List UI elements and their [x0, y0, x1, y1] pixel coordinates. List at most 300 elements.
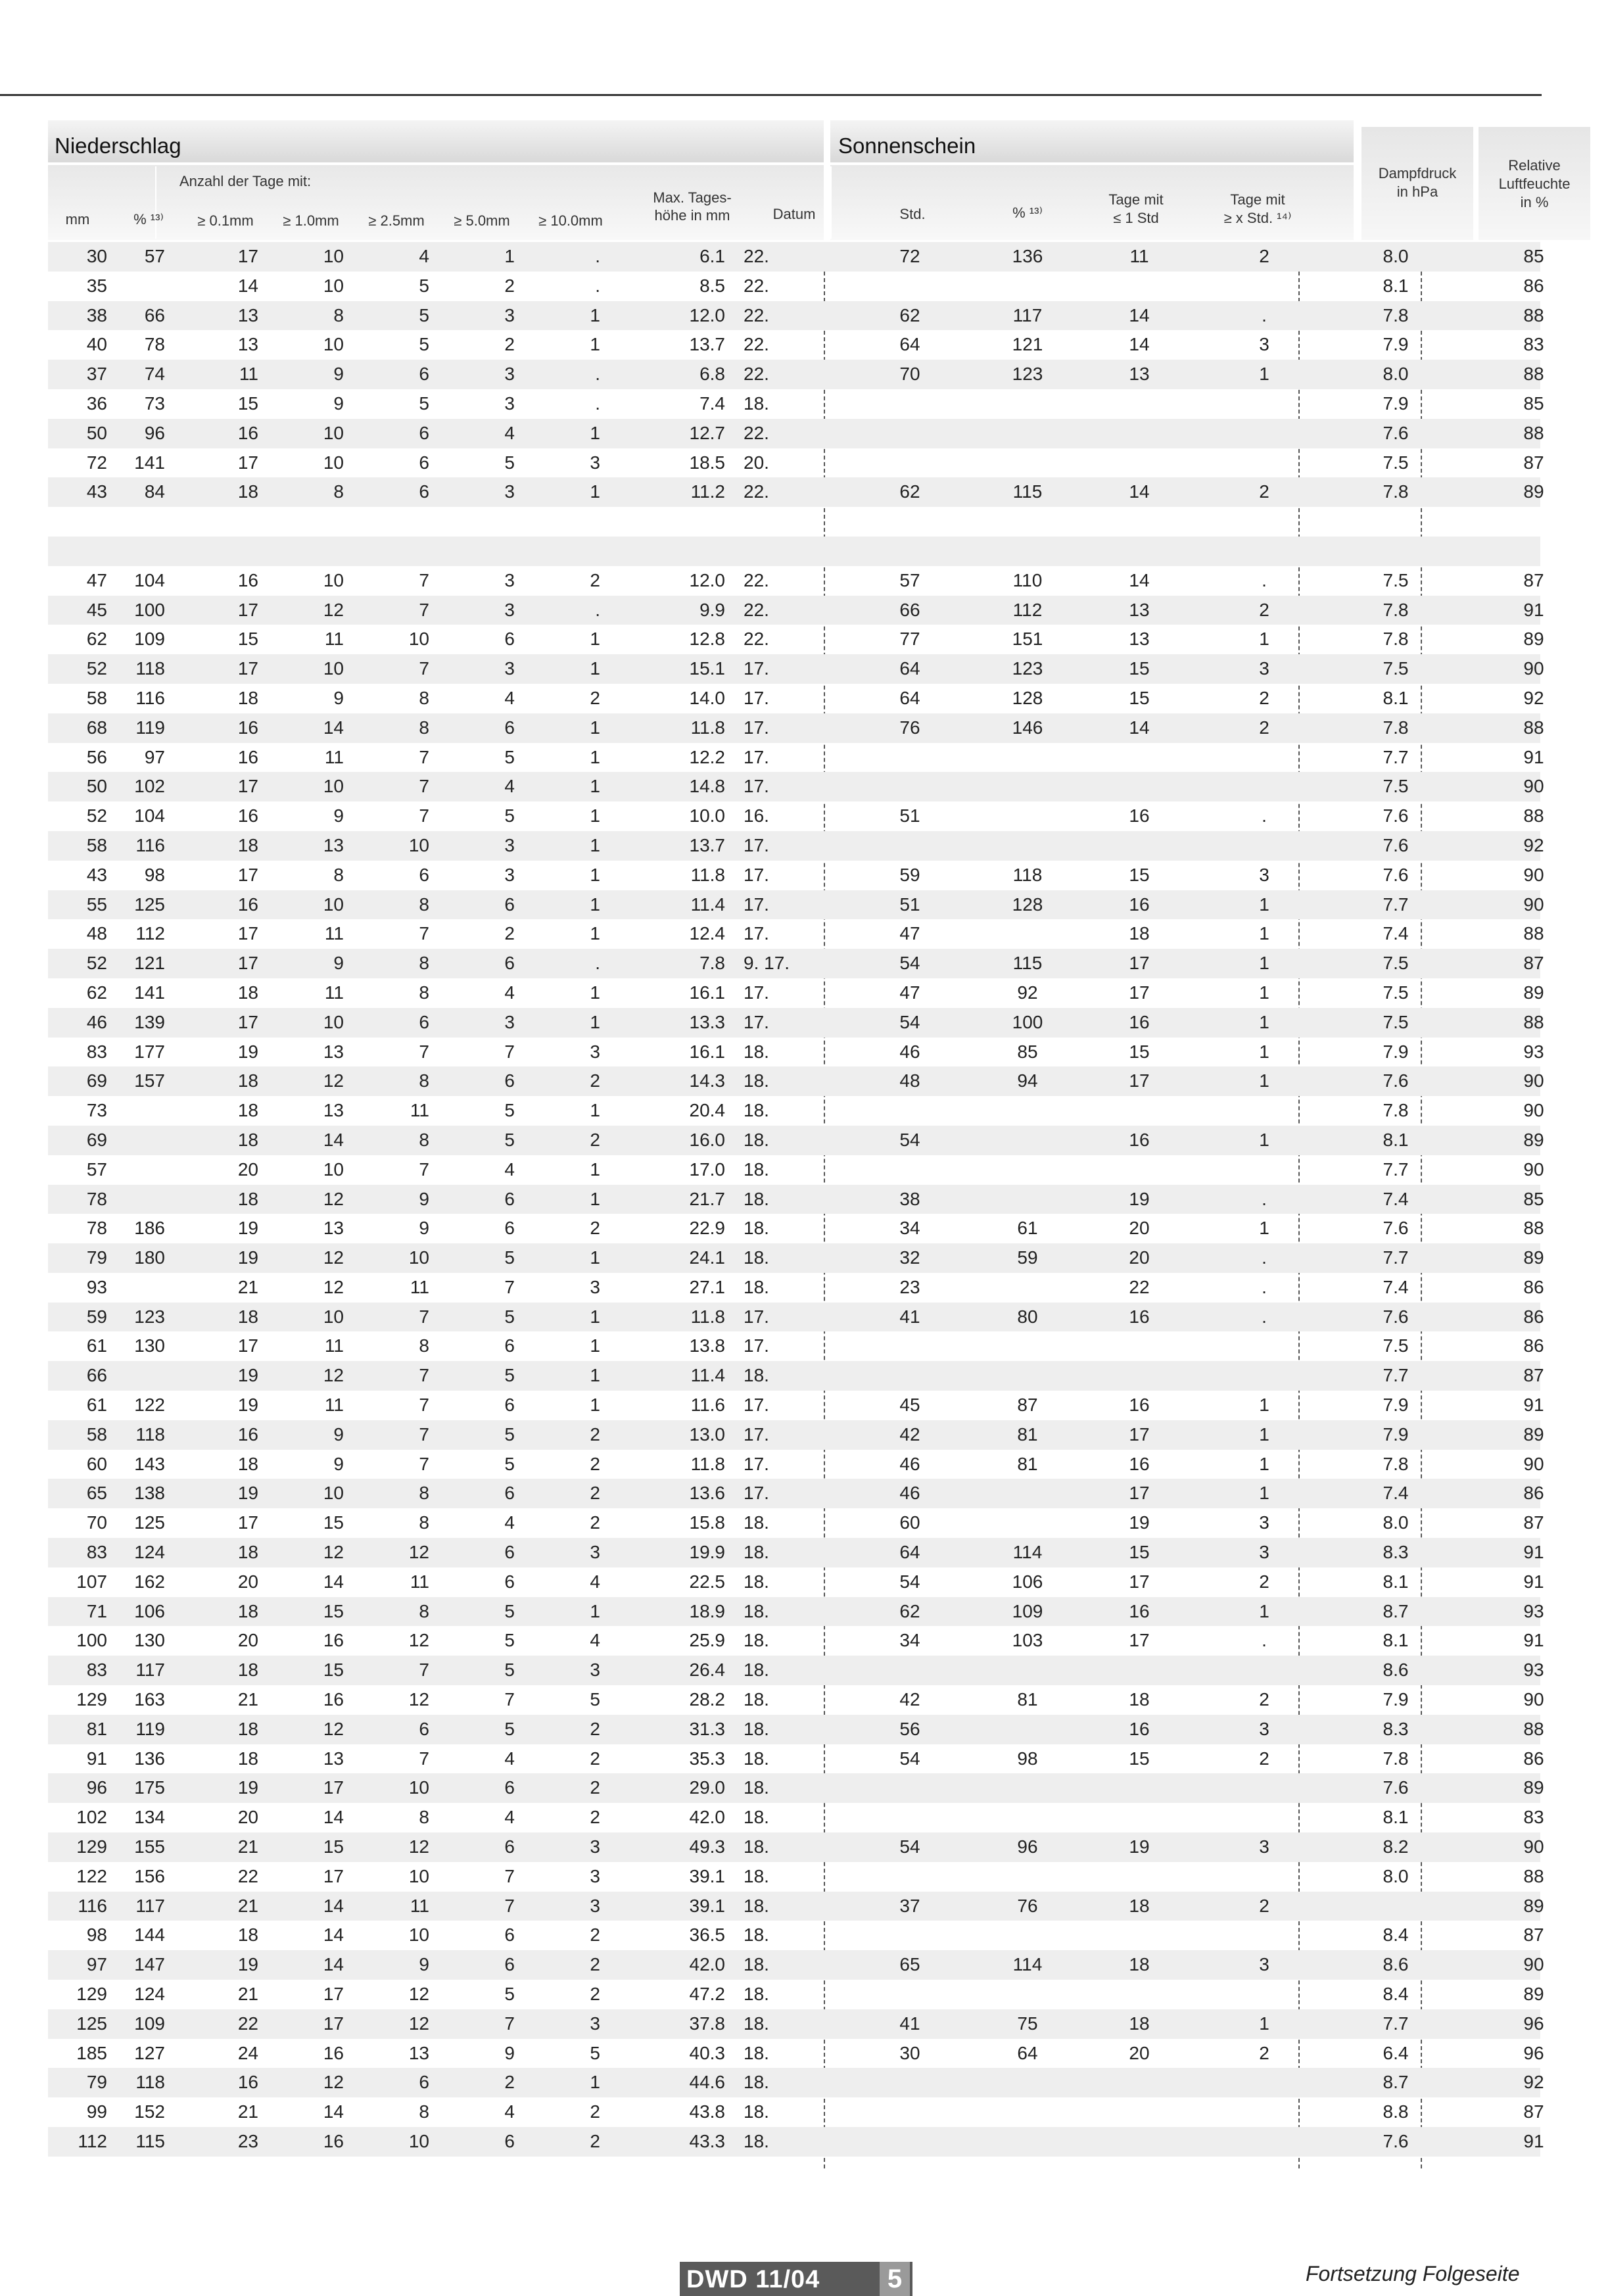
- cell-max: 14.3: [689, 1070, 725, 1091]
- cell-tage2: .: [1262, 304, 1267, 325]
- cell-mm: 73: [86, 1100, 107, 1121]
- cell-ge25: 7: [419, 776, 429, 797]
- cell-rel: 87: [1523, 452, 1544, 473]
- cell-ge50: 5: [504, 452, 515, 473]
- cell-max: 11.8: [690, 864, 725, 885]
- cell-dampf: 7.9: [1383, 393, 1409, 414]
- col-tage2-b: ≥ x Std. ¹⁴⁾: [1223, 210, 1292, 226]
- cell-tage2: 1: [1259, 894, 1269, 915]
- table-row: [48, 831, 1544, 861]
- cell-ge100: 1: [590, 923, 600, 944]
- cell-rel: 93: [1523, 1660, 1544, 1681]
- cell-mm: 98: [86, 1925, 107, 1946]
- cell-ge10: 11: [324, 1395, 344, 1416]
- cell-rel: 88: [1523, 304, 1544, 325]
- cell-datum: 22.: [744, 569, 769, 590]
- cell-sunpct: 115: [1012, 953, 1043, 974]
- col-mm: mm: [65, 211, 90, 227]
- cell-std: 23: [899, 1276, 920, 1297]
- cell-std: 62: [899, 304, 920, 325]
- cell-std: 70: [899, 364, 920, 385]
- cell-sunpct: 121: [1012, 334, 1043, 355]
- cell-std: 32: [899, 1247, 920, 1268]
- cell-rel: 87: [1523, 569, 1544, 590]
- cell-datum: 22.: [744, 275, 769, 296]
- cell-ge50: 5: [504, 1984, 515, 2005]
- cell-max: 25.9: [689, 1630, 725, 1651]
- cell-ge25: 6: [419, 1011, 429, 1032]
- table-row: [48, 1803, 1544, 1832]
- cell-ge50: 4: [504, 776, 515, 797]
- cell-ge100: .: [595, 599, 600, 620]
- table-row: [48, 654, 1544, 684]
- cell-mm: 122: [76, 1865, 107, 1886]
- cell-sunpct: 81: [1017, 1453, 1038, 1474]
- cell-rel: 88: [1523, 923, 1544, 944]
- cell-ge50: 5: [504, 1306, 515, 1327]
- cell-tage2: 1: [1259, 1453, 1269, 1474]
- cell-datum: 22.: [744, 599, 769, 620]
- cell-ge100: 2: [590, 1453, 600, 1474]
- cell-tage1: 18: [1129, 923, 1150, 944]
- cell-tage1: 16: [1129, 1129, 1150, 1150]
- cell-mm: 79: [86, 2072, 107, 2093]
- cell-ge01: 17: [237, 246, 258, 266]
- cell-rel: 90: [1523, 1836, 1544, 1857]
- cell-std: 30: [899, 2042, 920, 2063]
- cell-ge100: 3: [590, 1276, 600, 1297]
- cell-max: 44.6: [689, 2072, 725, 2093]
- cell-ge50: 3: [504, 658, 515, 679]
- cell-datum: 18.: [744, 1512, 769, 1533]
- cell-max: 14.8: [689, 776, 725, 797]
- cell-max: 43.8: [689, 2101, 725, 2122]
- table-body: [48, 242, 1544, 2157]
- cell-dampf: 7.6: [1383, 1777, 1409, 1798]
- cell-pct: 117: [135, 1660, 165, 1681]
- cell-ge50: 3: [504, 834, 515, 855]
- cell-ge100: 2: [590, 1718, 600, 1739]
- cell-tage1: 22: [1129, 1276, 1150, 1297]
- cell-std: 54: [899, 1011, 920, 1032]
- table-row: [48, 537, 1540, 566]
- cell-rel: 90: [1523, 864, 1544, 885]
- cell-pct: 156: [134, 1865, 165, 1886]
- cell-tage2: 1: [1259, 364, 1269, 385]
- table-row: [48, 1420, 1544, 1450]
- cell-rel: 86: [1523, 1306, 1544, 1327]
- cell-tage2: 3: [1259, 864, 1269, 885]
- table-row: [48, 2009, 1544, 2039]
- table-row: [48, 330, 1544, 360]
- col-ge-25: ≥ 2.5mm: [368, 212, 425, 229]
- cell-ge50: 5: [504, 746, 515, 767]
- cell-tage2: .: [1262, 805, 1267, 826]
- cell-max: 24.1: [689, 1247, 725, 1268]
- cell-ge25: 6: [419, 864, 429, 885]
- cell-dampf: 8.6: [1383, 1660, 1409, 1681]
- cell-std: 57: [899, 569, 920, 590]
- cell-ge10: 12: [323, 1188, 344, 1209]
- cell-ge25: 7: [419, 1660, 429, 1681]
- table-row: [48, 1773, 1544, 1803]
- cell-sunpct: 123: [1012, 658, 1043, 679]
- cell-ge25: 9: [419, 1954, 429, 1975]
- cell-dampf: 7.8: [1383, 1100, 1409, 1121]
- cell-mm: 102: [76, 1807, 107, 1828]
- cell-mm: 47: [86, 569, 107, 590]
- cell-dampf: 7.7: [1383, 894, 1409, 915]
- cell-dampf: 8.0: [1383, 1865, 1409, 1886]
- col-ge-100: ≥ 10.0mm: [538, 212, 603, 229]
- cell-datum: 17.: [744, 746, 769, 767]
- cell-max: 11.4: [690, 894, 725, 915]
- cell-ge100: 1: [590, 1306, 600, 1327]
- cell-max: 6.8: [699, 364, 725, 385]
- cell-ge01: 19: [237, 1365, 258, 1386]
- cell-ge100: 3: [590, 1660, 600, 1681]
- cell-datum: 20.: [744, 452, 769, 473]
- cell-tage1: 16: [1129, 805, 1150, 826]
- cell-datum: 18.: [744, 1188, 769, 1209]
- col-tage1-a: Tage mit: [1108, 191, 1164, 208]
- cell-max: 8.5: [699, 275, 725, 296]
- cell-ge10: 10: [323, 569, 344, 590]
- cell-ge01: 20: [237, 1630, 258, 1651]
- cell-dampf: 8.3: [1383, 1718, 1409, 1739]
- cell-max: 17.0: [689, 1159, 725, 1180]
- cell-max: 12.4: [689, 923, 725, 944]
- cell-std: 64: [899, 658, 920, 679]
- cell-dampf: 7.9: [1383, 1041, 1409, 1062]
- cell-sunpct: 128: [1012, 687, 1043, 708]
- cell-ge25: 7: [419, 923, 429, 944]
- cell-std: 60: [899, 1512, 920, 1533]
- cell-ge25: 8: [419, 1335, 429, 1356]
- cell-tage1: 16: [1129, 1453, 1150, 1474]
- cell-max: 22.5: [689, 1571, 725, 1592]
- cell-std: 64: [899, 334, 920, 355]
- cell-sunpct: 114: [1012, 1542, 1043, 1563]
- cell-ge100: 3: [590, 452, 600, 473]
- cell-datum: 18.: [744, 1925, 769, 1946]
- cell-ge50: 4: [504, 1807, 515, 1828]
- cell-tage2: 3: [1259, 334, 1269, 355]
- cell-rel: 92: [1523, 2072, 1544, 2093]
- cell-mm: 112: [78, 2131, 107, 2151]
- cell-ge100: 2: [590, 1512, 600, 1533]
- cell-rel: 86: [1523, 1483, 1544, 1504]
- cell-ge100: 1: [590, 2072, 600, 2093]
- cell-pct: 162: [134, 1571, 165, 1592]
- cell-tage1: 17: [1129, 982, 1150, 1003]
- cell-ge100: 1: [590, 746, 600, 767]
- table-row: [48, 1950, 1544, 1980]
- cell-ge50: 6: [504, 1395, 515, 1416]
- cell-tage1: 14: [1129, 304, 1150, 325]
- cell-ge50: 3: [504, 364, 515, 385]
- cell-ge25: 10: [408, 1865, 429, 1886]
- cell-datum: 18.: [744, 2101, 769, 2122]
- cell-datum: 17.: [744, 1453, 769, 1474]
- col-tage1-b: ≤ 1 Std: [1113, 210, 1159, 226]
- cell-pct: 118: [135, 1423, 165, 1445]
- anzahl-label: Anzahl der Tage mit:: [179, 173, 312, 189]
- cell-sunpct: 112: [1012, 599, 1043, 620]
- cell-mm: 56: [86, 746, 107, 767]
- cell-pct: 115: [135, 2131, 165, 2151]
- cell-max: 13.7: [689, 834, 725, 855]
- cell-ge100: 2: [590, 1984, 600, 2005]
- cell-mm: 79: [86, 1247, 107, 1268]
- cell-rel: 91: [1523, 1395, 1544, 1416]
- table-row: [48, 713, 1544, 743]
- cell-pct: 177: [134, 1041, 165, 1062]
- cell-dampf: 7.9: [1383, 1423, 1409, 1445]
- cell-rel: 90: [1523, 1100, 1544, 1121]
- cell-ge10: 10: [323, 452, 344, 473]
- cell-ge10: 12: [323, 1276, 344, 1297]
- cell-std: 46: [899, 1041, 920, 1062]
- cell-dampf: 8.1: [1383, 1807, 1409, 1828]
- cell-ge25: 6: [419, 422, 429, 443]
- cell-pct: 147: [134, 1954, 165, 1975]
- cell-rel: 93: [1523, 1041, 1544, 1062]
- cell-dampf: 8.1: [1383, 1630, 1409, 1651]
- cell-ge10: 17: [323, 1777, 344, 1798]
- cell-ge10: 11: [324, 982, 344, 1003]
- cell-datum: 18.: [744, 1571, 769, 1592]
- table-row: [48, 1862, 1544, 1892]
- cell-dampf: 7.8: [1383, 304, 1409, 325]
- cell-ge50: 2: [504, 334, 515, 355]
- cell-mm: 46: [86, 1011, 107, 1032]
- cell-tage1: 17: [1129, 953, 1150, 974]
- cell-rel: 90: [1523, 776, 1544, 797]
- cell-datum: 18.: [744, 1276, 769, 1297]
- cell-tage2: .: [1262, 1630, 1267, 1651]
- cell-tage2: .: [1262, 569, 1267, 590]
- cell-ge10: 11: [324, 746, 344, 767]
- cell-dampf: 7.7: [1383, 1159, 1409, 1180]
- col-rel-a: Relative: [1508, 157, 1561, 174]
- cell-ge10: 11: [324, 1335, 344, 1356]
- cell-pct: 122: [134, 1395, 165, 1416]
- cell-dampf: 7.6: [1383, 864, 1409, 885]
- cell-std: 45: [899, 1395, 920, 1416]
- cell-ge01: 18: [237, 1925, 258, 1946]
- cell-std: 56: [899, 1718, 920, 1739]
- cell-dampf: 8.7: [1383, 2072, 1409, 2093]
- cell-sunpct: 115: [1012, 481, 1043, 502]
- cell-sunpct: 81: [1017, 1689, 1038, 1710]
- cell-datum: 18.: [744, 1865, 769, 1886]
- cell-ge10: 16: [323, 2042, 344, 2063]
- cell-tage1: 17: [1129, 1571, 1150, 1592]
- cell-tage1: 14: [1129, 334, 1150, 355]
- table-row: [48, 1214, 1544, 1243]
- col-std: Std.: [899, 206, 926, 222]
- cell-ge100: 1: [590, 864, 600, 885]
- cell-pct: 78: [144, 334, 165, 355]
- cell-rel: 90: [1523, 1070, 1544, 1091]
- cell-ge25: 8: [419, 687, 429, 708]
- cell-pct: 98: [144, 864, 165, 885]
- cell-ge10: 14: [323, 1895, 344, 1916]
- cell-ge50: 3: [504, 1011, 515, 1032]
- table-row: [48, 1066, 1544, 1096]
- cell-mm: 78: [86, 1218, 107, 1239]
- cell-rel: 96: [1523, 2013, 1544, 2034]
- cell-pct: 136: [134, 1748, 165, 1769]
- table-row: [48, 1597, 1544, 1627]
- cell-ge10: 12: [323, 599, 344, 620]
- cell-ge100: 1: [590, 1011, 600, 1032]
- cell-mm: 58: [86, 687, 107, 708]
- cell-ge50: 5: [504, 1100, 515, 1121]
- cell-ge10: 9: [333, 1453, 344, 1474]
- cell-ge10: 10: [323, 894, 344, 915]
- cell-tage2: 1: [1259, 1218, 1269, 1239]
- cell-ge100: 2: [590, 687, 600, 708]
- cell-ge50: 5: [504, 1660, 515, 1681]
- cell-dampf: 8.0: [1383, 246, 1409, 266]
- cell-datum: 17.: [744, 776, 769, 797]
- table-row: [48, 1038, 1544, 1067]
- cell-ge100: 5: [590, 1689, 600, 1710]
- cell-max: 12.7: [689, 422, 725, 443]
- table-row: [48, 1331, 1544, 1361]
- cell-tage1: 15: [1129, 1041, 1150, 1062]
- cell-dampf: 8.1: [1383, 275, 1409, 296]
- cell-ge01: 13: [237, 334, 258, 355]
- table-row: [48, 1832, 1544, 1862]
- cell-rel: 89: [1523, 1984, 1544, 2005]
- cell-dampf: 8.1: [1383, 1571, 1409, 1592]
- cell-ge25: 7: [419, 1395, 429, 1416]
- cell-tage2: 1: [1259, 953, 1269, 974]
- cell-std: 42: [899, 1423, 920, 1445]
- cell-rel: 85: [1523, 1188, 1544, 1209]
- cell-max: 11.8: [690, 1306, 725, 1327]
- cell-tage1: 15: [1129, 864, 1150, 885]
- cell-tage2: 3: [1259, 1718, 1269, 1739]
- cell-dampf: 7.7: [1383, 1365, 1409, 1386]
- table-row: [48, 1744, 1544, 1774]
- cell-datum: 18.: [744, 1542, 769, 1563]
- cell-sunpct: 75: [1017, 2013, 1038, 2034]
- cell-ge10: 15: [323, 1660, 344, 1681]
- cell-ge100: 1: [590, 1188, 600, 1209]
- cell-max: 11.8: [690, 1453, 725, 1474]
- cell-ge100: 1: [590, 805, 600, 826]
- cell-ge100: 1: [590, 776, 600, 797]
- cell-ge100: 2: [590, 1129, 600, 1150]
- cell-ge25: 8: [419, 953, 429, 974]
- cell-tage1: 11: [1129, 246, 1149, 266]
- cell-ge100: 2: [590, 1483, 600, 1504]
- cell-ge01: 17: [237, 452, 258, 473]
- cell-ge10: 14: [323, 1925, 344, 1946]
- cell-datum: 18.: [744, 1689, 769, 1710]
- cell-rel: 93: [1523, 1600, 1544, 1621]
- cell-tage1: 16: [1129, 1306, 1150, 1327]
- cell-std: 46: [899, 1453, 920, 1474]
- cell-ge100: 2: [590, 2101, 600, 2122]
- table-row: [48, 2127, 1544, 2157]
- cell-dampf: 8.8: [1383, 2101, 1409, 2122]
- cell-std: 64: [899, 687, 920, 708]
- cell-tage2: 1: [1259, 923, 1269, 944]
- col-dampf-b: in hPa: [1396, 183, 1438, 200]
- cell-sunpct: 146: [1012, 717, 1043, 738]
- cell-ge10: 10: [323, 1483, 344, 1504]
- cell-max: 36.5: [689, 1925, 725, 1946]
- col-tage2-a: Tage mit: [1230, 191, 1285, 208]
- table-row: [48, 1892, 1544, 1921]
- cell-ge100: 1: [590, 1159, 600, 1180]
- cell-ge01: 20: [237, 1159, 258, 1180]
- cell-mm: 43: [86, 481, 107, 502]
- cell-ge01: 19: [237, 1041, 258, 1062]
- table-header: [48, 120, 1571, 242]
- cell-pct: 143: [134, 1453, 165, 1474]
- cell-tage2: 2: [1259, 717, 1269, 738]
- cell-datum: 18.: [744, 1777, 769, 1798]
- cell-ge10: 15: [323, 1512, 344, 1533]
- cell-mm: 52: [86, 953, 107, 974]
- cell-ge100: 4: [590, 1571, 600, 1592]
- cell-pct: 96: [144, 422, 165, 443]
- cell-ge01: 11: [239, 364, 258, 385]
- cell-dampf: 8.4: [1383, 1925, 1409, 1946]
- cell-ge100: 1: [590, 481, 600, 502]
- cell-dampf: 8.1: [1383, 687, 1409, 708]
- cell-ge50: 2: [504, 2072, 515, 2093]
- cell-ge10: 10: [323, 334, 344, 355]
- cell-ge01: 23: [237, 2131, 258, 2151]
- cell-datum: 18.: [744, 2013, 769, 2034]
- cell-ge25: 4: [419, 246, 429, 266]
- cell-pct: 163: [134, 1689, 165, 1710]
- cell-tage2: 1: [1259, 1423, 1269, 1445]
- table-row: [48, 890, 1544, 920]
- cell-ge25: 10: [408, 2131, 429, 2151]
- cell-mm: 83: [86, 1542, 107, 1563]
- cell-ge10: 13: [323, 1041, 344, 1062]
- cell-tage2: .: [1262, 1306, 1267, 1327]
- cell-max: 11.6: [690, 1395, 725, 1416]
- cell-max: 7.4: [699, 393, 725, 414]
- cell-max: 13.8: [689, 1335, 725, 1356]
- cell-sunpct: 61: [1017, 1218, 1038, 1239]
- cell-ge25: 10: [408, 1247, 429, 1268]
- cell-max: 39.1: [689, 1895, 725, 1916]
- table-row: [48, 1243, 1544, 1273]
- cell-ge01: 19: [237, 1395, 258, 1416]
- cell-ge10: 15: [323, 1836, 344, 1857]
- cell-ge25: 6: [419, 452, 429, 473]
- cell-ge10: 14: [323, 717, 344, 738]
- cell-ge10: 11: [324, 923, 344, 944]
- cell-mm: 83: [86, 1660, 107, 1681]
- cell-ge50: 7: [504, 1689, 515, 1710]
- cell-ge100: 3: [590, 1836, 600, 1857]
- cell-rel: 89: [1523, 982, 1544, 1003]
- cell-ge01: 21: [237, 2101, 258, 2122]
- cell-ge100: 1: [590, 834, 600, 855]
- cell-rel: 88: [1523, 422, 1544, 443]
